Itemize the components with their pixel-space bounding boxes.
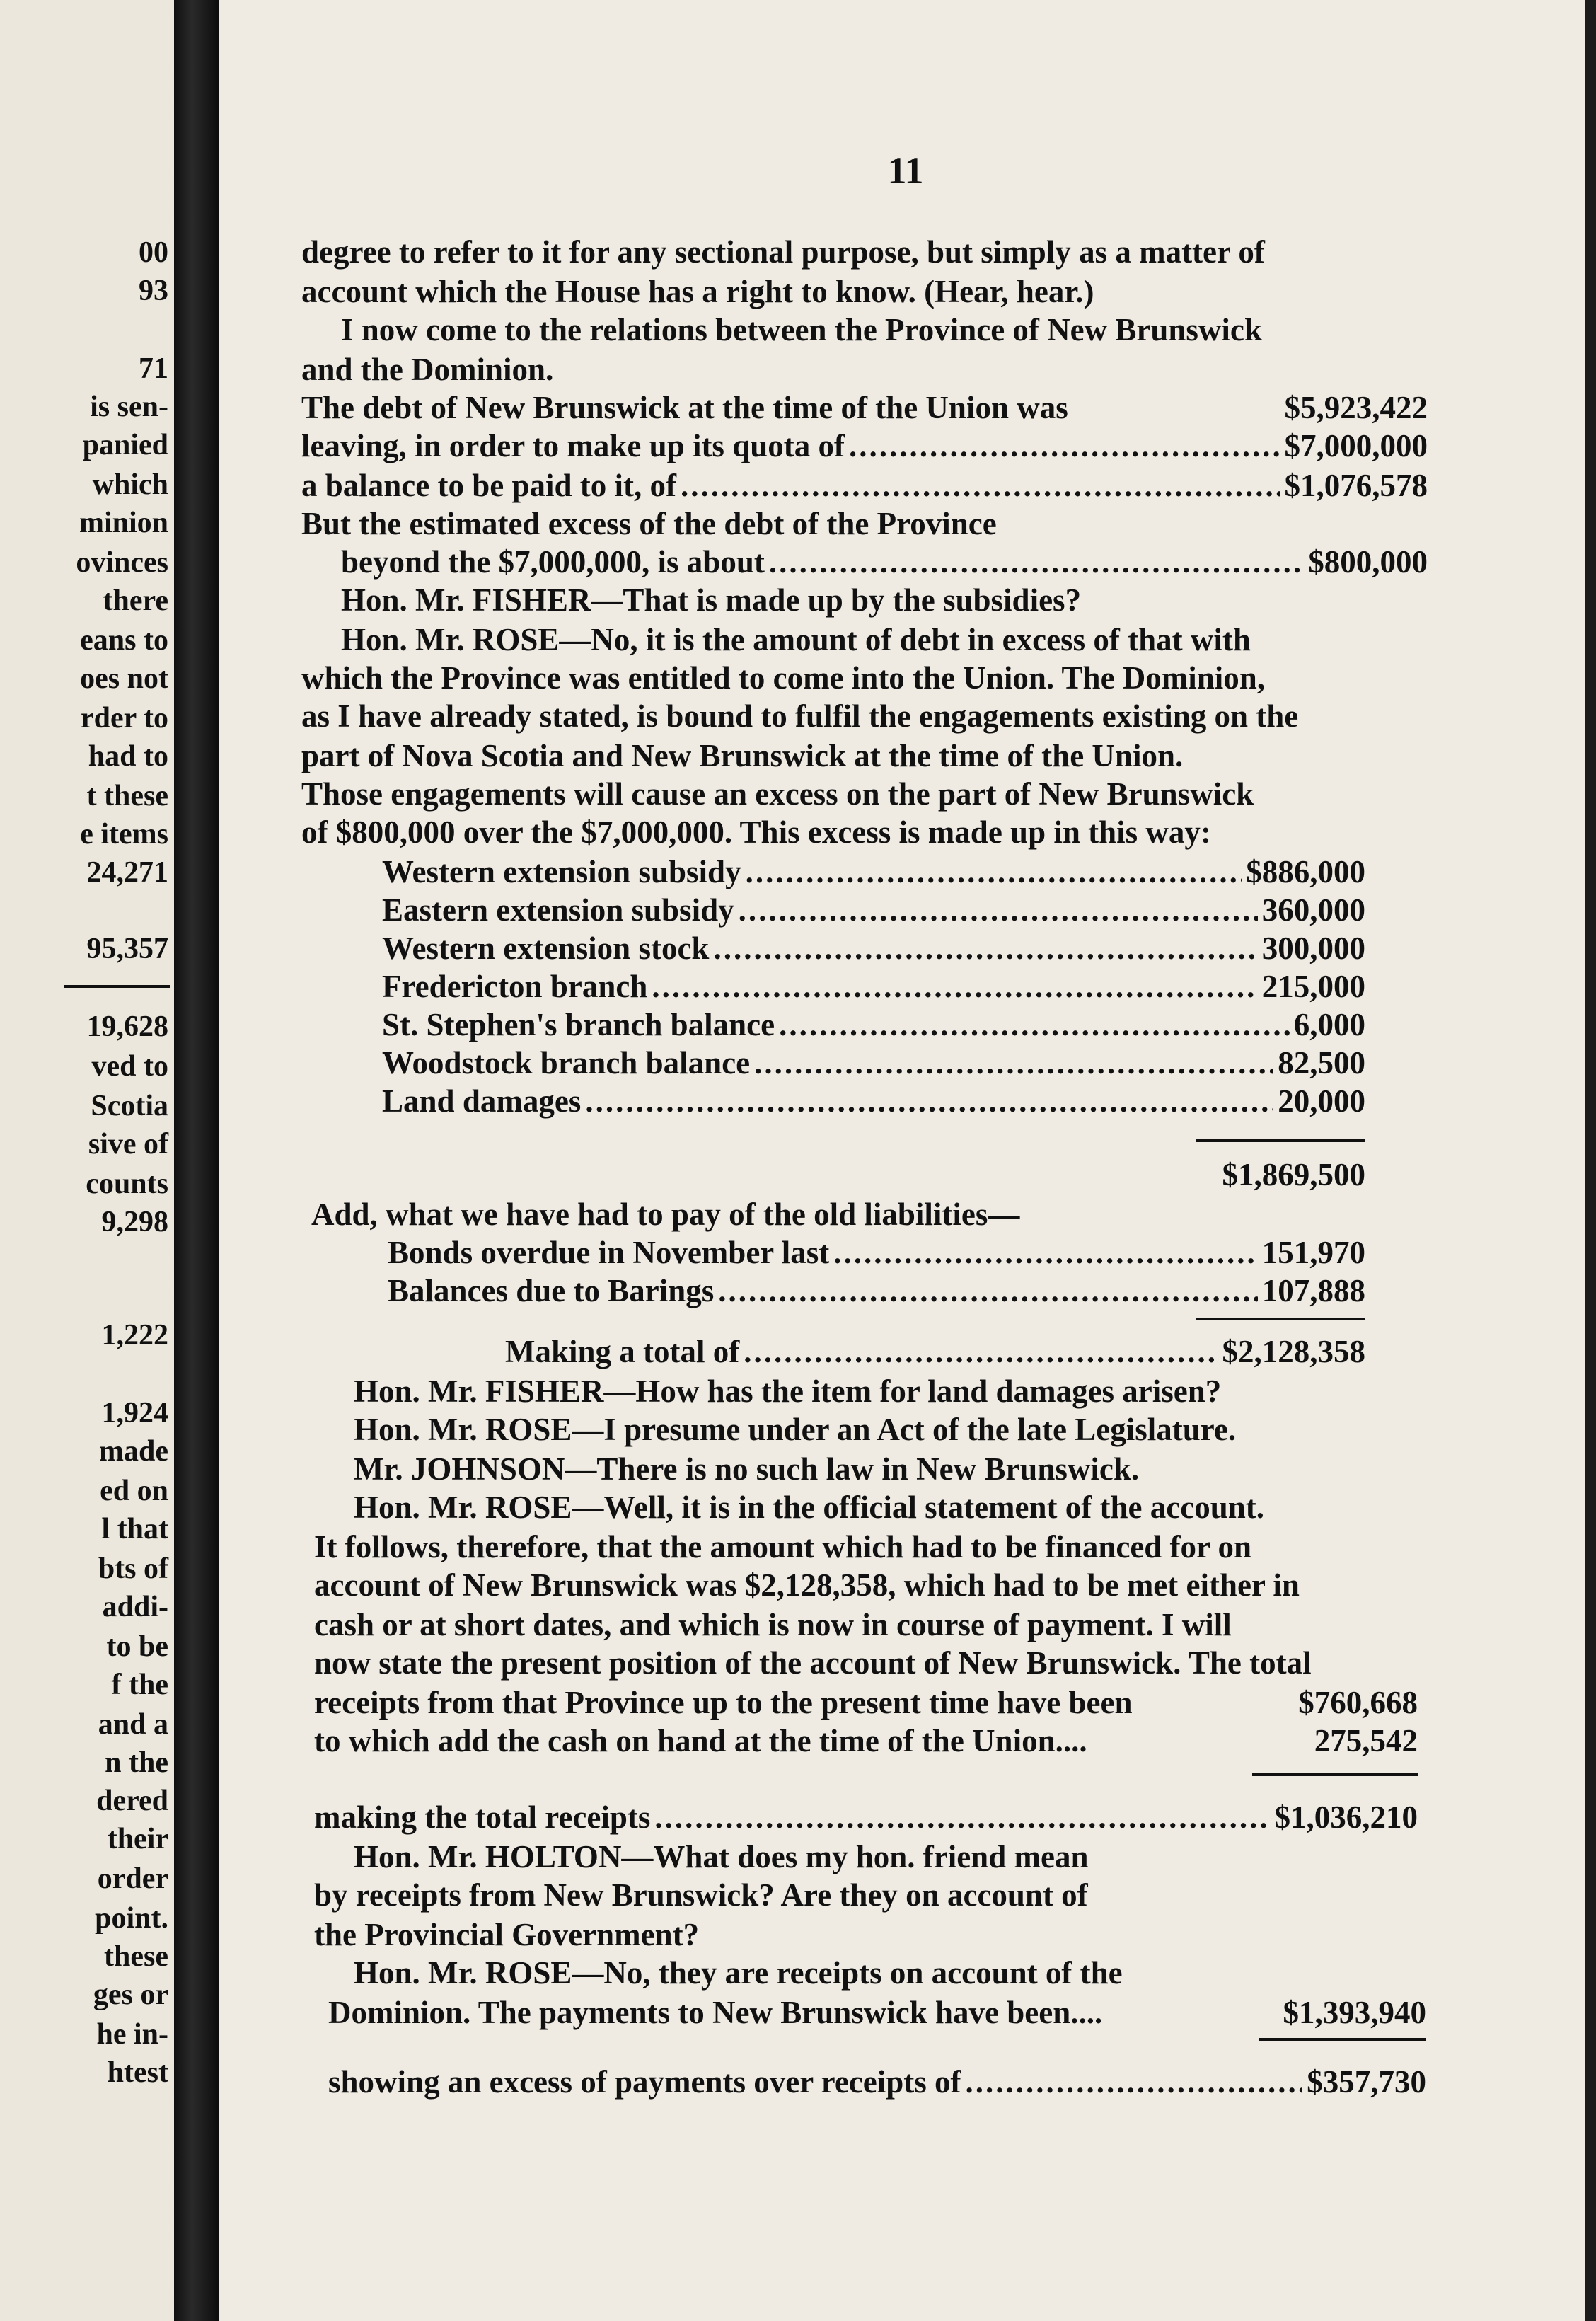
left-page-line: 1,222 [101, 1319, 168, 1352]
debt-row: The debt of New Brunswick at the time of the Union was $5,923,422 [301, 390, 1428, 425]
text-line: account of New Brunswick was $2,128,358, which had to be met either in [314, 1567, 1300, 1603]
text-line: But the estimated excess of the debt of the Province [301, 506, 997, 541]
text-line: account which the House has a right to know. (Hear, hear.) [301, 274, 1094, 309]
sum-rule [1196, 1318, 1365, 1320]
text-line: degree to refer to it for any sectional purpose, but simply as a matter of [301, 234, 1265, 270]
left-page-line: bts of [98, 1553, 168, 1585]
receipt-row: to which add the cash on hand at the time of the Union.... 275,542 [314, 1723, 1418, 1758]
left-page-line: Scotia [91, 1090, 168, 1122]
total-row: Making a total of ..... $2,128,358 [505, 1336, 1365, 1368]
left-page-line: order [97, 1862, 168, 1895]
text-line: Hon. Mr. FISHER—That is made up by the subsidies? [341, 582, 1082, 618]
payments-row: Dominion. The payments to New Brunswick have been.... $1,393,940 [328, 1995, 1426, 2030]
excess-item: Western extension subsidy ..... $886,000 [382, 856, 1365, 888]
left-page-line: 19,628 [86, 1010, 168, 1043]
left-page-line: sive of [88, 1128, 168, 1160]
debt-row: leaving, in order to make up its quota of ..... $7,000,000 [301, 430, 1428, 462]
left-page-line: is sen- [90, 391, 168, 423]
excess-payments-row: showing an excess of payments over receipts of ..... $357,730 [328, 2066, 1426, 2098]
left-page-line: panied [82, 429, 168, 461]
receipt-row: receipts from that Province up to the present time have been $760,668 [314, 1685, 1418, 1720]
left-page-line: dered [96, 1785, 168, 1817]
text-line: which the Province was entitled to come into the Union. The Dominion, [301, 660, 1266, 696]
text-line: by receipts from New Brunswick? Are they on account of [314, 1877, 1088, 1913]
left-page-line: f the [111, 1669, 168, 1701]
left-page-line: their [107, 1823, 168, 1855]
sum-rule [1196, 1139, 1365, 1142]
left-page-line: 00 [139, 236, 168, 269]
text-line: Hon. Mr. ROSE—No, it is the amount of debt in excess of that with [341, 622, 1251, 657]
text-line: It follows, therefore, that the amount which had to be financed for on [314, 1529, 1251, 1565]
text-line: Hon. Mr. ROSE—I presume under an Act of the late Legislature. [354, 1412, 1237, 1447]
left-page-line: to be [106, 1630, 168, 1663]
left-page-line: there [103, 584, 168, 617]
left-page-line: 95,357 [86, 933, 168, 965]
left-page-line: oes not [80, 662, 168, 695]
liability-item: Bonds overdue in November last ..... 151,970 [388, 1237, 1365, 1269]
excess-item: Woodstock branch balance ..... 82,500 [382, 1047, 1365, 1079]
text-line: Hon. Mr. ROSE—Well, it is in the official statement of the account. [354, 1490, 1264, 1525]
text-line: Hon. Mr. ROSE—No, they are receipts on account of the [354, 1955, 1123, 1991]
text-line: as I have already stated, is bound to fulfil the engagements existing on the [301, 698, 1299, 734]
left-page-line: ved to [91, 1050, 168, 1083]
left-page-line: 71 [139, 352, 168, 385]
excess-item: Eastern extension subsidy ..... 360,000 [382, 894, 1365, 926]
text-line: Add, what we have had to pay of the old liabilities— [311, 1197, 1020, 1232]
left-page-line: eans to [80, 624, 168, 657]
text-line: part of Nova Scotia and New Brunswick at the time of the Union. [301, 738, 1184, 773]
sum-rule [1252, 1773, 1418, 1776]
left-page-line: rder to [80, 702, 168, 735]
left-page-line: t these [86, 780, 168, 812]
left-page-line: addi- [102, 1591, 168, 1623]
excess-item: Fredericton branch ..... 215,000 [382, 971, 1365, 1003]
left-page-line: 93 [139, 275, 168, 307]
excess-item: Western extension stock ..... 300,000 [382, 933, 1365, 964]
left-page-line: e items [80, 818, 168, 851]
left-page-fragment [0, 0, 174, 2321]
book-gutter [174, 0, 219, 2321]
liability-item: Balances due to Barings ..... 107,888 [388, 1275, 1365, 1307]
debt-row: beyond the $7,000,000, is about ..... $800,000 [341, 546, 1428, 578]
text-line: the Provincial Government? [314, 1917, 700, 1952]
text-line: now state the present position of the account of New Brunswick. The total [314, 1645, 1312, 1681]
left-page-line: n the [105, 1746, 168, 1779]
text-line: Hon. Mr. HOLTON—What does my hon. friend mean [354, 1839, 1089, 1874]
total-receipts-row: making the total receipts ..... $1,036,210 [314, 1802, 1418, 1833]
text-line: I now come to the relations between the Province of New Brunswick [341, 312, 1262, 347]
text-line: Those engagements will cause an excess on the part of New Brunswick [301, 776, 1254, 812]
left-page-line: had to [88, 740, 168, 773]
left-page-line: l that [101, 1513, 168, 1545]
page-number: 11 [887, 149, 924, 192]
left-page-line: and a [98, 1708, 168, 1741]
left-page-line: which [92, 468, 168, 501]
excess-item: St. Stephen's branch balance ..... 6,000 [382, 1009, 1365, 1041]
text-line: Hon. Mr. FISHER—How has the item for land damages arisen? [354, 1373, 1222, 1409]
left-page-line: 1,924 [101, 1397, 168, 1429]
left-page-line: these [104, 1940, 168, 1973]
debt-row: a balance to be paid to it, of ..... $1,076,578 [301, 470, 1428, 502]
text-line: cash or at short dates, and which is now in course of payment. I will [314, 1607, 1232, 1642]
sum-rule [1259, 2038, 1426, 2041]
left-page-line: 24,271 [86, 856, 168, 889]
text-line: and the Dominion. [301, 352, 554, 387]
left-page-line: counts [86, 1168, 168, 1200]
left-page-line: made [99, 1435, 168, 1468]
subtotal: $1,869,500 [1222, 1157, 1365, 1192]
page-11 [219, 0, 1585, 2321]
left-page-rule [64, 985, 170, 988]
left-page-line: minion [79, 507, 168, 539]
left-page-line: ed on [100, 1475, 168, 1507]
left-page-line: ovinces [76, 546, 168, 579]
left-page-line: he in- [96, 2018, 168, 2051]
left-page-line: htest [107, 2056, 168, 2089]
left-page-line: point. [95, 1902, 168, 1935]
left-page-line: ges or [93, 1979, 168, 2011]
left-page-line: 9,298 [101, 1206, 168, 1238]
text-line: Mr. JOHNSON—There is no such law in New Brunswick. [354, 1451, 1140, 1487]
excess-item: Land damages ..... 20,000 [382, 1085, 1365, 1117]
text-line: of $800,000 over the $7,000,000. This excess is made up in this way: [301, 814, 1211, 850]
